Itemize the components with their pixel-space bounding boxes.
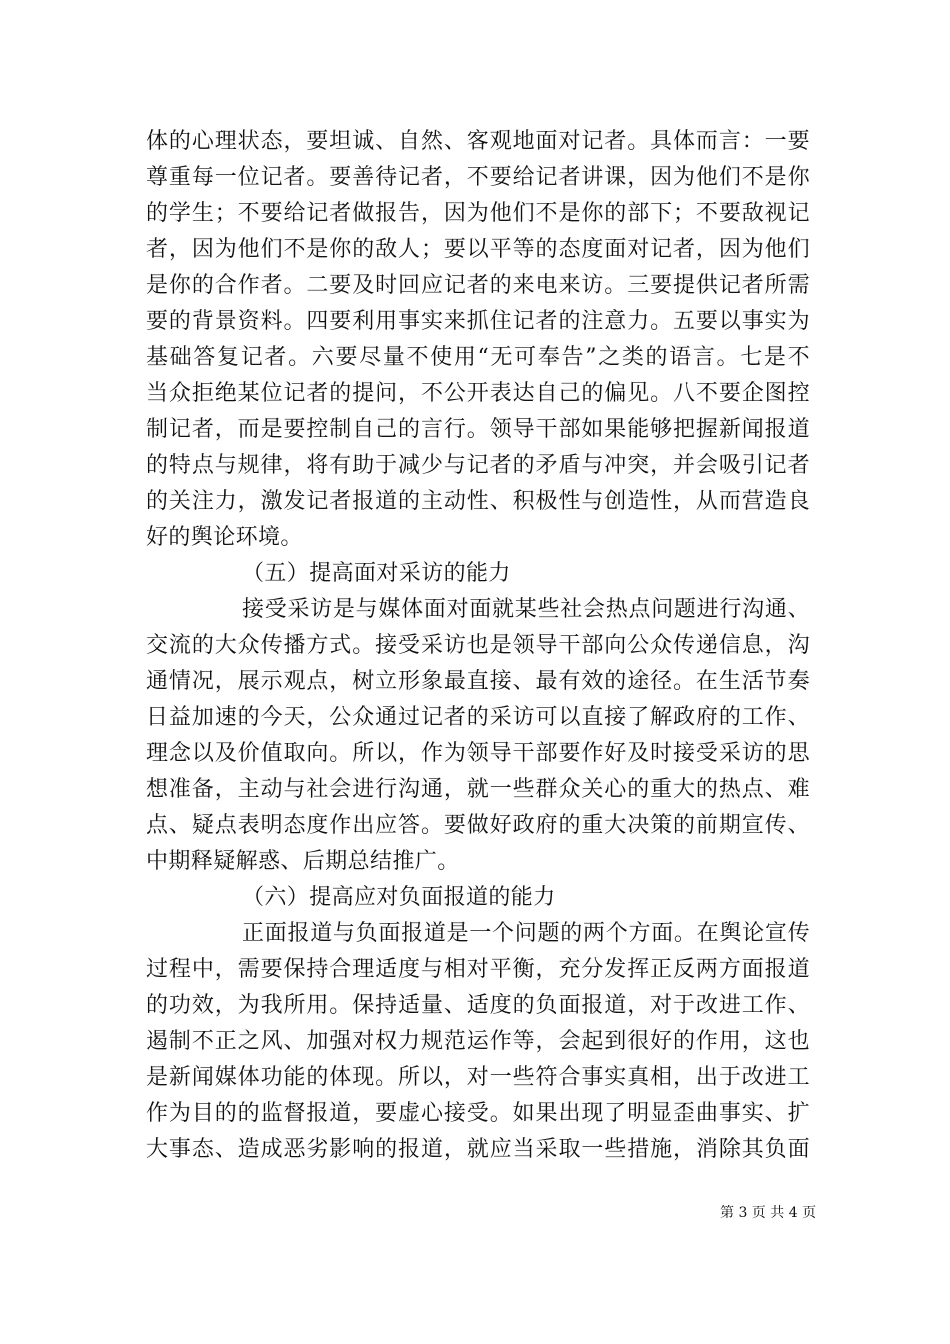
body-line: 点、疑点表明态度作出应答。要做好政府的重大决策的前期宣传、: [146, 813, 810, 838]
body-line: 制记者，而是要控制自己的言行。领导干部如果能够把握新闻报道: [146, 417, 810, 442]
section-heading: （六）提高应对负面报道的能力: [242, 885, 556, 910]
body-line: 大事态、造成恶劣影响的报道，就应当采取一些措施，消除其负面: [146, 1137, 810, 1162]
body-line: 作为目的的监督报道，要虚心接受。如果出现了明显歪曲事实、扩: [146, 1101, 810, 1126]
body-line: 的特点与规律，将有助于减少与记者的矛盾与冲突，并会吸引记者: [146, 453, 810, 478]
body-line: 理念以及价值取向。所以，作为领导干部要作好及时接受采访的思: [146, 741, 810, 766]
body-line: 中期释疑解惑、后期总结推广。: [146, 849, 460, 874]
body-line: 当众拒绝某位记者的提问，不公开表达自己的偏见。八不要企图控: [146, 381, 810, 406]
body-line: 的功效，为我所用。保持适量、适度的负面报道，对于改进工作、: [146, 993, 810, 1018]
body-line: 接受采访是与媒体面对面就某些社会热点问题进行沟通、: [242, 597, 810, 622]
body-line: 好的舆论环境。: [146, 525, 303, 550]
section-heading: （五）提高面对采访的能力: [242, 561, 511, 586]
body-line: 的学生；不要给记者做报告，因为他们不是你的部下；不要敌视记: [146, 201, 810, 226]
body-line: 遏制不正之风、加强对权力规范运作等，会起到很好的作用，这也: [146, 1029, 810, 1054]
body-line: 过程中，需要保持合理适度与相对平衡，充分发挥正反两方面报道: [146, 957, 810, 982]
page-number: 第 3 页 共 4 页: [720, 1205, 817, 1221]
body-line: 日益加速的今天，公众通过记者的采访可以直接了解政府的工作、: [146, 705, 810, 730]
body-line: 者，因为他们不是你的敌人；要以平等的态度面对记者，因为他们: [146, 237, 810, 262]
body-line: 是你的合作者。二要及时回应记者的来电来访。三要提供记者所需: [146, 273, 810, 298]
body-line: 的关注力，激发记者报道的主动性、积极性与创造性，从而营造良: [146, 489, 810, 514]
body-line: 基础答复记者。六要尽量不使用“无可奉告”之类的语言。七是不: [146, 345, 810, 370]
body-line: 通情况，展示观点，树立形象最直接、最有效的途径。在生活节奏: [146, 669, 810, 694]
body-line: 是新闻媒体功能的体现。所以，对一些符合事实真相，出于改进工: [146, 1065, 810, 1090]
body-line: 体的心理状态，要坦诚、自然、客观地面对记者。具体而言：一要: [146, 129, 810, 154]
body-line: 想准备，主动与社会进行沟通，就一些群众关心的重大的热点、难: [146, 777, 810, 802]
body-line: 交流的大众传播方式。接受采访也是领导干部向公众传递信息，沟: [146, 633, 810, 658]
body-line: 尊重每一位记者。要善待记者，不要给记者讲课，因为他们不是你: [146, 165, 810, 190]
body-line: 要的背景资料。四要利用事实来抓住记者的注意力。五要以事实为: [146, 309, 810, 334]
body-line: 正面报道与负面报道是一个问题的两个方面。在舆论宣传: [242, 921, 810, 946]
